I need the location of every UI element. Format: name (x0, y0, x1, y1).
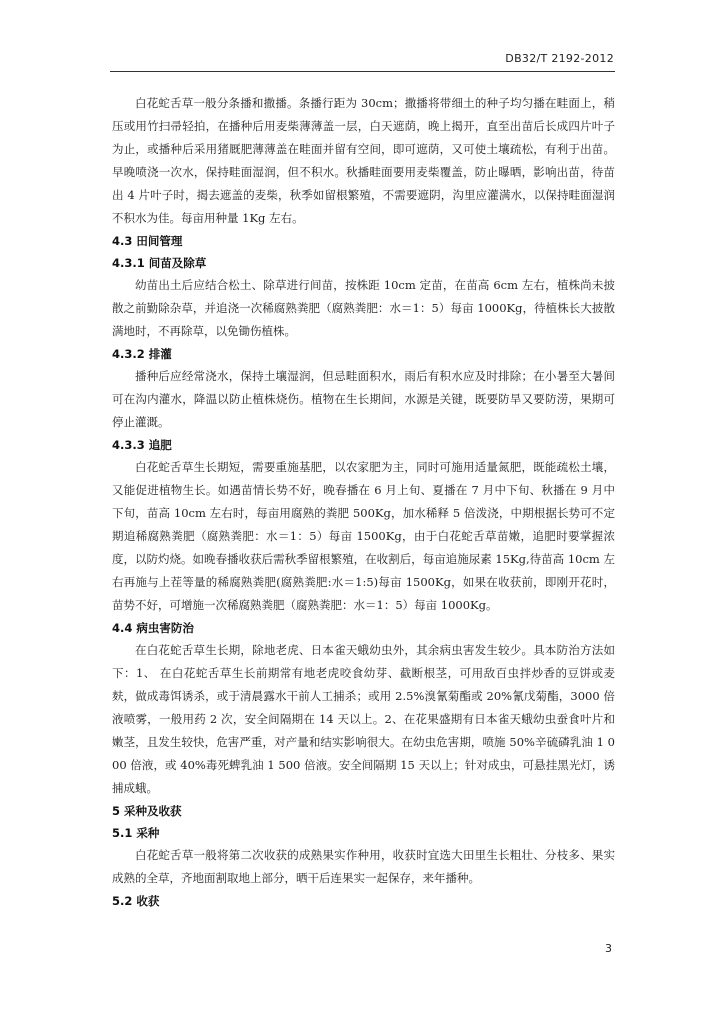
paragraph-fertilizer: 白花蛇舌草生长期短，需要重施基肥，以农家肥为主，同时可施用适量氮肥，既能疏松土壤，又能促进植物生长。如遇苗情长势不好，晚春播在 6 月上旬、夏播在 7 月中下旬、秋播在 9 月中下旬，苗高 10cm 左右时，每亩用腐熟的粪肥 500Kg，加水稀释 5 倍泼浇，中期根据长势可不定期追稀腐熟粪肥（腐熟粪肥：水＝1：5）每亩 1500Kg，由于白花蛇舌草苗嫩，追肥时要掌握浓度，以防灼烧。如晚春播收获后需秋季留根繁殖，在收割后，每亩追施尿素 15Kg,待苗高 10cm 左右再施与上茬等量的稀腐熟粪肥(腐熟粪肥:水＝1:5)每亩 1500Kg，如果在收获前，即刚开花时，苗势不好，可增施一次稀腐熟粪肥（腐熟粪肥：水＝1：5）每亩 1000Kg。 (112, 460, 615, 612)
heading-5-1: 5.1 采种 (112, 826, 160, 840)
paragraph-seed-collection: 白花蛇舌草一般将第二次收获的成熟果实作种用，收获时宜选大田里生长粗壮、分枝多、果实成熟的全草，齐地面割取地上部分，晒干后连果实一起保存，来年播种。 (112, 848, 615, 885)
paragraph-thinning: 幼苗出土后应结合松土、除草进行间苗，按株距 10cm 定苗，在苗高 6cm 左右，植株尚未披散之前勤除杂草，并追浇一次稀腐熟粪肥（腐熟粪肥：水＝1：5）每亩 1000Kg，待植株长大披散满地时，不再除草，以免锄伤植株。 (112, 278, 615, 338)
paragraph-irrigation: 播种后应经常浇水，保持土壤湿润，但忌畦面积水，雨后有积水应及时排除；在小暑至大暑间可在沟内灌水，降温以防止植株烧伤。植物在生长期间，水源是关键，既要防旱又要防涝，果期可停止灌溉。 (112, 369, 615, 429)
header-rule (110, 71, 615, 72)
paragraph-sowing: 白花蛇舌草一般分条播和撒播。条播行距为 30cm；撒播将带细土的种子均匀播在畦面上，稍压或用竹扫帚轻拍，在播种后用麦柴薄薄盖一层，白天遮荫，晚上揭开，直至出苗后长成四片叶子为止，或播种后采用猪厩肥薄薄盖在畦面并留有空间，即可遮荫，又可使土壤疏松，有利于出苗。早晚喷浇一次水，保持畦面湿润，但不积水。秋播畦面要用麦柴覆盖，防止曝晒，影响出苗，待苗出 4 片叶子时，揭去遮盖的麦柴，秋季如留根繁殖，不需要遮阴，沟里应灌满水，以保持畦面湿润不积水为佳。每亩用种量 1Kg 左右。 (112, 96, 615, 225)
heading-4-3-1: 4.3.1 间苗及除草 (112, 256, 207, 270)
heading-5-2: 5.2 收获 (112, 894, 160, 908)
page-number: 3 (605, 942, 612, 955)
heading-4-3-3: 4.3.3 追肥 (112, 438, 172, 452)
heading-4-4: 4.4 病虫害防治 (112, 621, 194, 635)
paragraph-pest-control: 在白花蛇舌草生长期，除地老虎、日本雀天蛾幼虫外，其余病虫害发生较少。具本防治方法如下：1、 在白花蛇舌草生长前期常有地老虎咬食幼芽、截断根茎，可用敌百虫拌炒香的豆饼或麦麸，做成毒饵诱杀，或于清晨露水干前人工捕杀；或用 2.5%溴氰菊酯或 20%氰戊菊酯，3000 倍液喷雾，一般用药 2 次，安全间隔期在 14 天以上。2、在花果盛期有日本雀天蛾幼虫蚕食叶片和嫩茎，且发生较快，危害严重，对产量和结实影响很大。在幼虫危害期，喷施 50%辛硫磷乳油 1 000 倍液，或 40%毒死蜱乳油 1 500 倍液。安全间隔期 15 天以上；针对成虫，可悬挂黑光灯，诱捕成蛾。 (112, 643, 615, 795)
heading-5: 5 采种及收获 (112, 804, 182, 818)
heading-4-3-2: 4.3.2 排灌 (112, 347, 172, 361)
document-code: DB32/T 2192-2012 (505, 52, 614, 65)
page-body (112, 92, 615, 912)
heading-4-3: 4.3 田间管理 (112, 234, 183, 248)
